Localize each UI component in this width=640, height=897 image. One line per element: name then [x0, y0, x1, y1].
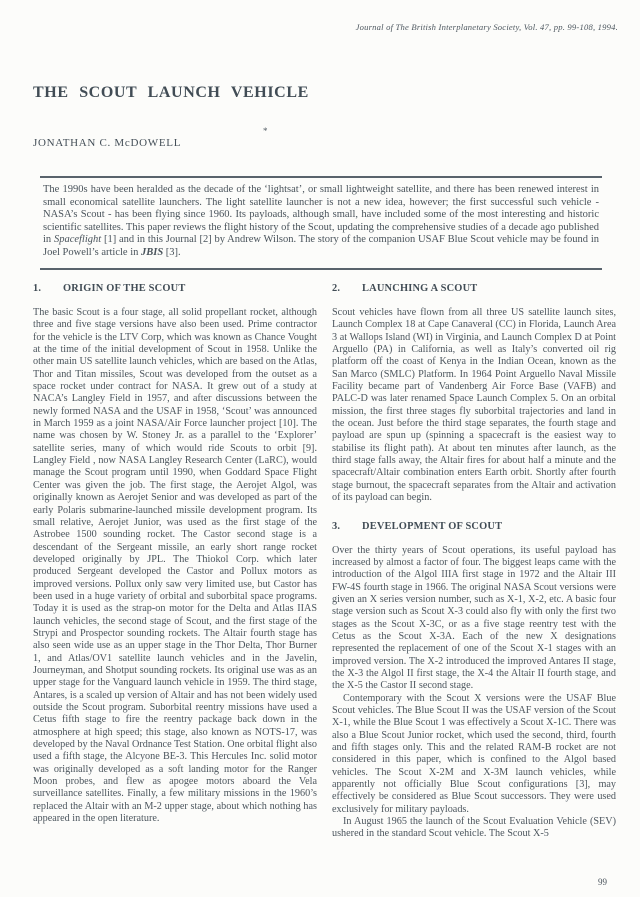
author-footnote-mark: *	[263, 126, 268, 136]
page-number: 99	[598, 877, 607, 887]
page-title: THE SCOUT LAUNCH VEHICLE	[33, 84, 309, 101]
author-name: JONATHAN C. McDOWELL	[33, 137, 182, 149]
section-number: 3.	[332, 520, 341, 532]
abstract-segment-spaceflight: Spaceflight	[53, 234, 102, 246]
section-heading-development	[332, 521, 616, 532]
abstract-segment-jbis: JBIS	[140, 246, 164, 258]
abstract-segment: [3].	[163, 246, 181, 258]
section-number: 1.	[33, 283, 42, 294]
right-column	[332, 283, 616, 841]
left-column	[33, 283, 317, 841]
section-heading-launching	[332, 283, 616, 294]
section-3-paragraph-3: In August 1965 the launch of the Scout Evaluation Vehicle (SEV) ushered in the standard Scout vehicle. The Scout X-5	[332, 816, 616, 840]
section-3-paragraph-2: Contemporary with the Scout X versions were the USAF Blue Scout vehicles. The Blue Scout II was the USAF version of the Scout X-1, while the Blue Scout 1 was effectively a Scout X-1C. There was also a Blue Scout Junior rocket, which used the second, third, fourth and fifth stages only. This and the related RAM-B rocket are not considered in this paper, which is confined to the Algol based vehicles. The Scout X-2M and X-3M launch vehicles, while apparently not officially Blue Scout configurations [3], may effectively be considered as Blue Scout successors. They were used exclusively for military payloads.	[332, 692, 616, 815]
section-title: DEVELOPMENT OF SCOUT	[362, 520, 503, 532]
abstract-segment: [1] and in this Journal [2] by Andrew Wilson. The story of the companion USAF Blue Scout vehicle may be found in Joel Powell’s article in	[43, 234, 599, 258]
section-2-paragraph: Scout vehicles have flown from all three US satellite launch sites, Launch Complex 18 at Cape Canaveral (CC) in Florida, Launch Area 3 at Wallops Island (WI) in Virginia, and Launch Complex D at Point Arguello (PA) in California, as well as Italy’s converted oil rig platform off the coast of Kenya in the Indian Ocean, known as the San Marco (SMLC) Platform. In 1964 Point Arguello Naval Missile Facility became part of Vandenberg Air Force Base (VAFB) and PALC-D was later renamed Space Launch Complex 5. On an orbital mission, the first three stages fly suborbital trajectories and land in the ocean. Just before the third stage separates, the fourth stage and payload are spun up (spinning a spacecraft is the easiest way to stabilise its flight path). At about ten minutes after launch, as the third stage falls away, the Altair fires for about half a minute and the spacecraft/Altair combination enters Earth orbit. Shortly after fourth stage burnout, the spacecraft separates from the Altair and activation of its payload can begin.	[332, 307, 616, 504]
abstract-segment: The 1990s have been heralded as the decade of the ‘lightsat’, or small lightweight satellite, and there has been renewed interest in small economical satellite launchers. The light satellite launcher is not a new idea, however; the first successful such vehicle - NASA’s Scout - has been flying since 1960. Its payloads, although small, have included some of the most interesting and historic scientific satellites. This paper reviews the flight history of the Scout, updating the comprehensive studies of a decade ago published in	[43, 184, 599, 246]
abstract-box	[40, 176, 602, 270]
section-title: LAUNCHING A SCOUT	[362, 283, 478, 294]
section-heading-origin	[33, 283, 317, 294]
section-1-paragraph: The basic Scout is a four stage, all solid propellant rocket, although three and five stage versions have also been used. Prime contractor for the vehicle is the LTV Corp, which was known as Chance Vought at the time of the initial development of Scout in 1958. Unlike the other main US satellite launch vehicles, which are based on the Atlas, Thor and Titan missiles, Scout was developed from the outset as a space rocket under contract for NASA. It grew out of a study at NACA’s Langley Field in 1957, and after discussions between the newly formed NASA and the USAF in 1958, ‘Scout’ was announced in March 1959 as a joint NASA/Air Force launcher project [10]. The name was chosen by W. Stoney Jr. as a parallel to the ‘Explorer’ satellite series, many of which would ride Scouts to orbit [9]. Langley Field , now NASA Langley Research Center (LaRC), would manage the Scout program until 1990, when Goddard Space Flight Center was given the job. The first stage, the Aerojet Algol, was originally known as Aerojet Senior and was developed as part of the early Polaris submarine-launched missile development program. Its small relative, Aerojet Junior, was used as the first stage of the Astrobee 1500 sounding rocket. The Castor second stage is a descendant of the Sergeant missile, an early short range rocket developed originally by JPL. The Thiokol Corp. which later produced Sergeant developed the Castor and Pollux motors as improved versions. Pollux only saw very limited use, but Castor has been used in a huge variety of orbital and suborbital space programs. Today it is used as the strap-on motor for the Delta and Atlas IIAS launch vehicles, the second stage of Scout, and the first stage of the Strypi and Prospector sounding rockets. The Altair fourth stage has also seen wide use as an upper stage in the Thor Delta, Thor Burner 1, and Atlas/OV1 satellite launch vehicles and in the Javelin, Journeyman, and Shotput sounding rockets. Its original use was as an upper stage for the Vanguard launch vehicle in 1959. The third stage, Antares, is a scaled up version of Altair and has not been widely used outside the Scout program. Suborbital reentry missions have used a Cetus fifth stage to fire the reentry package back down in the atmosphere at high speed; this stage, also known as NOTS-17, was developed by the Naval Ordnance Test Station. One orbital flight also used a fifth stage, the Alcyone BE-3. This Hercules Inc. solid motor was originally developed as a soft landing motor for the Ranger Moon probes, and flew as apogee motors aboard the Vela surveillance satellites. Finally, a few military missions in the 1960’s replaced the Altair with an M-2 upper stage, about which nothing has appeared in the open literature.	[33, 307, 317, 825]
section-3-paragraph-1: Over the thirty years of Scout operations, its useful payload has increased by almost a factor of four. The biggest leaps came with the introduction of the Algol IIIA first stage in 1972 and the Altair III FW-4S fourth stage in 1966. The original NASA Scout versions were given an X series version number, such as X-1, X-2, etc. A basic four stage version such as Scout X-3 could also fly with only the first two stages as the Scout X-3C, or as a five stage reentry test with the Cetus as the Scout X-3A. Each of the new X designations represented the replacement of one of the Scout X-1 stages with an improved version. The X-2 introduced the improved Antares II stage, the X-3 the Algol II first stage, the X-4 the Altair II fourth stage, and the X-5 the Castor II second stage.	[332, 544, 616, 692]
abstract-text	[43, 184, 599, 260]
section-title: ORIGIN OF THE SCOUT	[63, 283, 186, 294]
section-number: 2.	[332, 283, 341, 294]
two-column-body	[33, 283, 616, 841]
journal-citation-header: Journal of The British Interplanetary Society, Vol. 47, pp. 99-108, 1994.	[355, 22, 618, 32]
